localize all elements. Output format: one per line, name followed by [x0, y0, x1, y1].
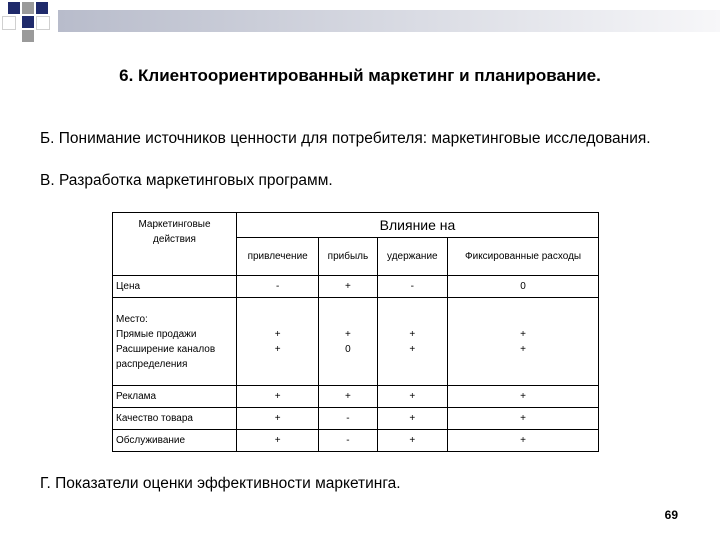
place-sub-channel-expansion: Расширение каналов распределения: [116, 343, 216, 370]
row-label-place: [113, 298, 237, 386]
table-row: [113, 276, 599, 298]
cell-value: [237, 298, 319, 386]
decor-square-3: [36, 2, 48, 14]
cell-value: +: [448, 386, 599, 408]
table-row: [113, 298, 599, 386]
col-header-fixed-costs: Фиксированные расходы: [448, 238, 599, 276]
section-g-text: Г. Показатели оценки эффективности маркетинга.: [40, 475, 401, 492]
row-label-price: Цена: [113, 276, 237, 298]
cell-value: [448, 298, 599, 386]
col-header-attraction: привлечение: [237, 238, 319, 276]
decor-square-5: [22, 16, 34, 28]
cell-value: +: [377, 430, 448, 452]
cell-value: -: [319, 408, 377, 430]
col-header-retention: удержание: [377, 238, 448, 276]
section-b-text: Б. Понимание источников ценности для потребителя: маркетинговые исследования.: [40, 130, 651, 147]
cell-value: +: [237, 430, 319, 452]
cell-value-direct: +: [409, 328, 416, 340]
cell-value: +: [448, 408, 599, 430]
slide-title: 6. Клиентоориентированный маркетинг и планирование.: [119, 66, 601, 85]
table-row: [113, 430, 599, 452]
cell-value-direct: +: [520, 328, 526, 340]
cell-value: -: [377, 276, 448, 298]
row-label-product-quality: Качество товара: [113, 408, 237, 430]
cell-value-channels: 0: [345, 343, 351, 355]
col-header-profit: прибыль: [319, 238, 377, 276]
row-label-advertising: Реклама: [113, 386, 237, 408]
table-header-row: [113, 213, 599, 238]
cell-value: +: [448, 430, 599, 452]
header-influence: Влияние на: [237, 213, 599, 238]
cell-value: [377, 298, 448, 386]
cell-value-channels: +: [520, 343, 526, 355]
section-v-text: В. Разработка маркетинговых программ.: [40, 172, 333, 189]
cell-value: +: [377, 408, 448, 430]
decor-square-6: [22, 30, 34, 42]
header-bar: [58, 10, 720, 32]
row-label-service: Обслуживание: [113, 430, 237, 452]
decor-square-7: [36, 16, 50, 30]
cell-value-direct: +: [345, 328, 351, 340]
table-row: [113, 386, 599, 408]
page-number: 69: [664, 508, 678, 522]
header-marketing-actions: Маркетинговые действия: [113, 213, 237, 276]
cell-value: [319, 298, 377, 386]
cell-value: 0: [448, 276, 599, 298]
cell-value-channels: +: [409, 343, 416, 355]
cell-value: +: [377, 386, 448, 408]
decor-square-2: [22, 2, 34, 14]
table-row: [113, 408, 599, 430]
cell-value: -: [237, 276, 319, 298]
cell-value-channels: +: [274, 343, 281, 355]
cell-value: +: [237, 408, 319, 430]
marketing-influence-table: [112, 212, 599, 452]
cell-value: +: [319, 276, 377, 298]
cell-value: +: [237, 386, 319, 408]
decor-square-1: [8, 2, 20, 14]
cell-value: -: [319, 430, 377, 452]
decor-square-4: [2, 16, 16, 30]
cell-value-direct: +: [274, 328, 281, 340]
place-title: Место:: [116, 313, 148, 325]
place-sub-direct-sales: Прямые продажи: [116, 328, 197, 340]
cell-value: +: [319, 386, 377, 408]
